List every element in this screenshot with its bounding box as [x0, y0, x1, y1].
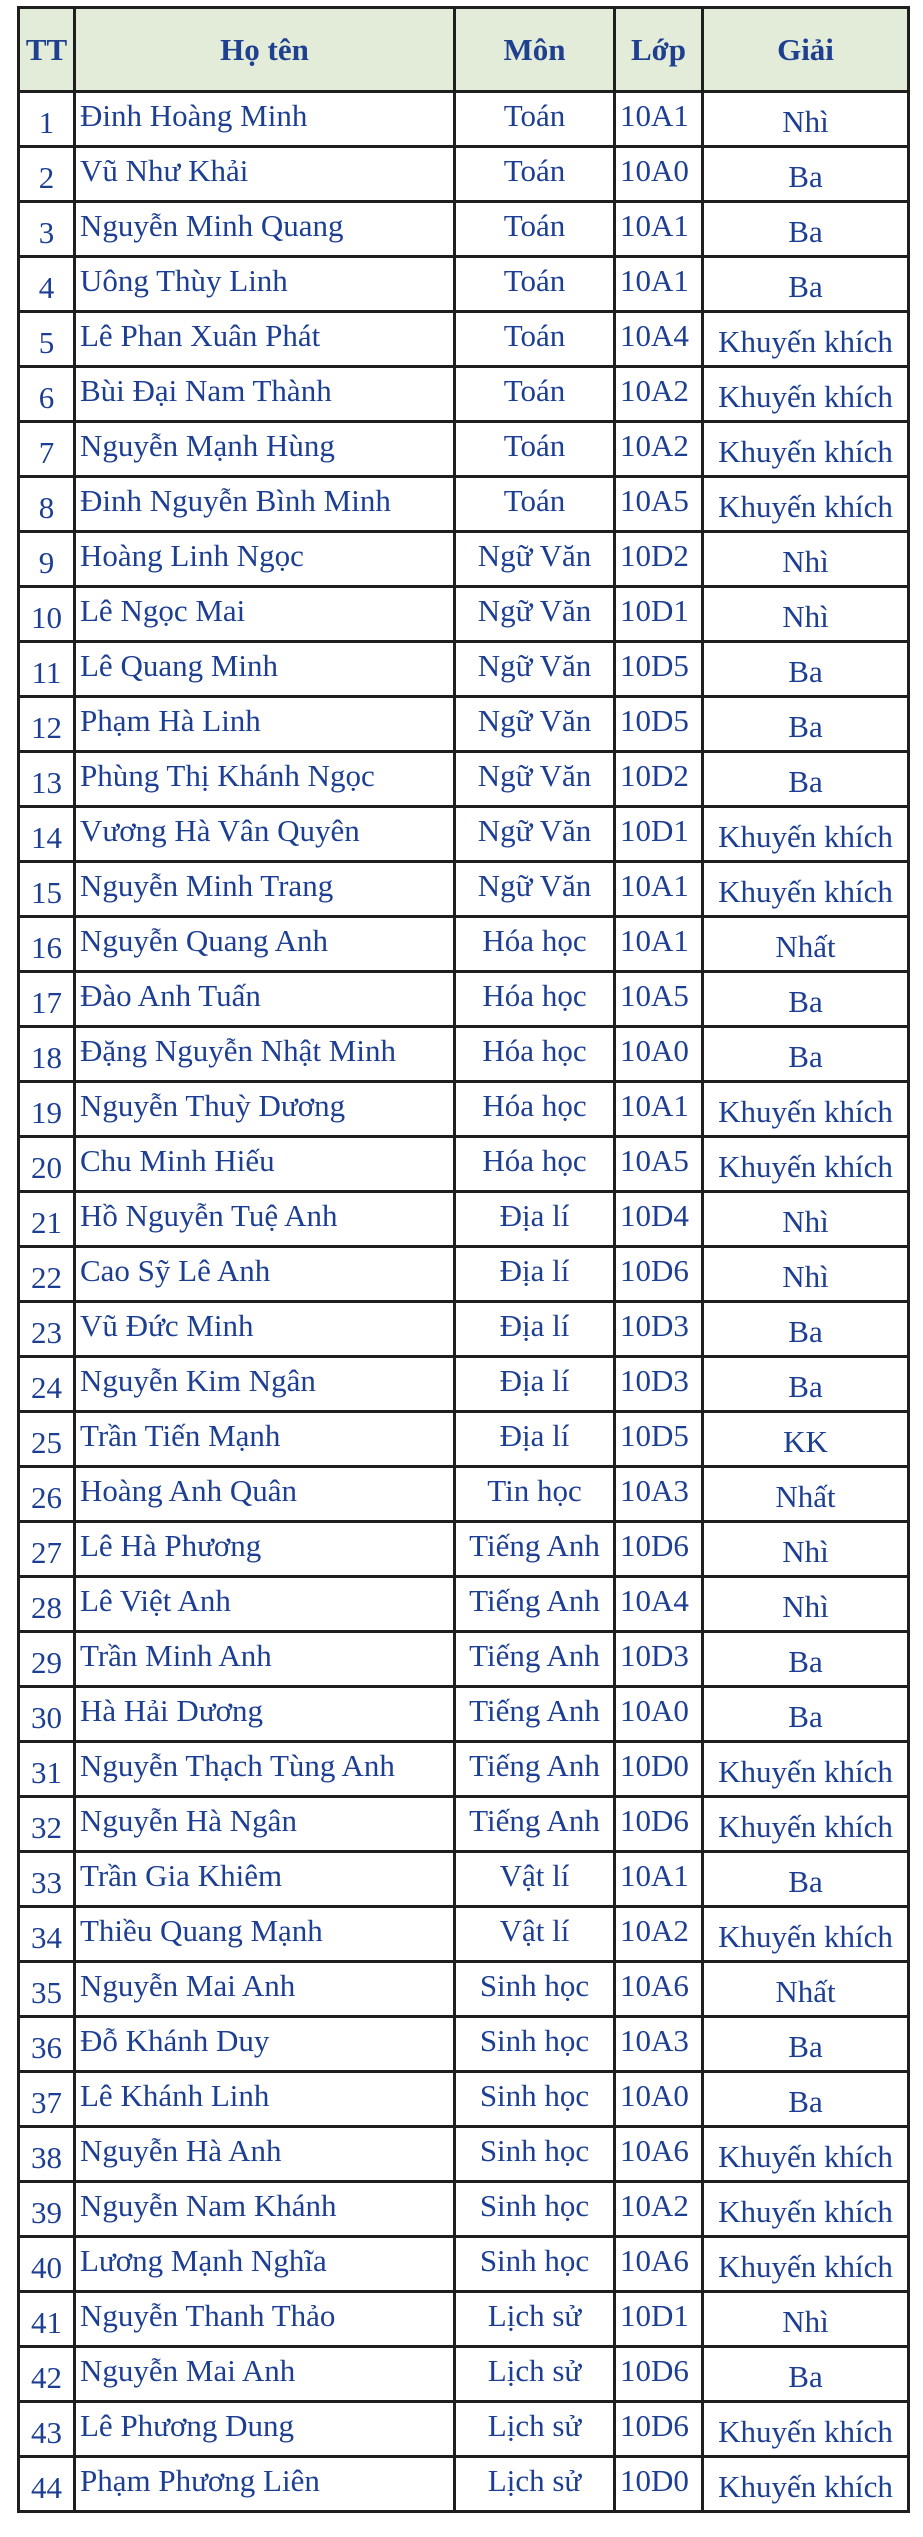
- subject-cell: Toán: [455, 257, 615, 312]
- prize-cell: Ba: [703, 752, 909, 807]
- class-cell: 10D4: [615, 1192, 703, 1247]
- student-name-cell: Nguyễn Thuỳ Dương: [75, 1082, 455, 1137]
- subject-cell: Địa lí: [455, 1412, 615, 1467]
- row-number-cell: 33: [19, 1852, 75, 1907]
- prize-cell: Ba: [703, 697, 909, 752]
- table-row: [19, 2347, 909, 2402]
- row-number-cell: 16: [19, 917, 75, 972]
- student-name-cell: Đinh Hoàng Minh: [75, 92, 455, 147]
- student-name-cell: Lê Phương Dung: [75, 2402, 455, 2457]
- prize-cell: Khuyến khích: [703, 2402, 909, 2457]
- prize-cell: Khuyến khích: [703, 2457, 909, 2512]
- table-row: [19, 697, 909, 752]
- row-number-cell: 43: [19, 2402, 75, 2457]
- table-row: [19, 2017, 909, 2072]
- student-name-cell: Nguyễn Minh Trang: [75, 862, 455, 917]
- table-row: [19, 312, 909, 367]
- table-row: [19, 477, 909, 532]
- prize-cell: Ba: [703, 147, 909, 202]
- class-cell: 10D3: [615, 1302, 703, 1357]
- prize-cell: Ba: [703, 1302, 909, 1357]
- subject-cell: Toán: [455, 312, 615, 367]
- class-cell: 10A5: [615, 972, 703, 1027]
- row-number-cell: 20: [19, 1137, 75, 1192]
- table-row: [19, 2457, 909, 2512]
- class-cell: 10A5: [615, 477, 703, 532]
- row-number-cell: 25: [19, 1412, 75, 1467]
- student-name-cell: Hà Hải Dương: [75, 1687, 455, 1742]
- table-row: [19, 1577, 909, 1632]
- prize-cell: Khuyến khích: [703, 2182, 909, 2237]
- table-row: [19, 1797, 909, 1852]
- class-cell: 10A0: [615, 1687, 703, 1742]
- row-number-cell: 27: [19, 1522, 75, 1577]
- table-row: [19, 1137, 909, 1192]
- student-name-cell: Nguyễn Mạnh Hùng: [75, 422, 455, 477]
- row-number-cell: 44: [19, 2457, 75, 2512]
- table-row: [19, 147, 909, 202]
- row-number-cell: 21: [19, 1192, 75, 1247]
- prize-cell: Nhì: [703, 92, 909, 147]
- row-number-cell: 13: [19, 752, 75, 807]
- student-name-cell: Nguyễn Mai Anh: [75, 1962, 455, 2017]
- header-prize: Giải: [703, 8, 909, 92]
- subject-cell: Tin học: [455, 1467, 615, 1522]
- student-name-cell: Uông Thùy Linh: [75, 257, 455, 312]
- prize-cell: Nhì: [703, 1577, 909, 1632]
- subject-cell: Hóa học: [455, 917, 615, 972]
- table-row: [19, 422, 909, 477]
- subject-cell: Địa lí: [455, 1302, 615, 1357]
- row-number-cell: 36: [19, 2017, 75, 2072]
- student-name-cell: Trần Tiến Mạnh: [75, 1412, 455, 1467]
- student-name-cell: Thiều Quang Mạnh: [75, 1907, 455, 1962]
- subject-cell: Toán: [455, 422, 615, 477]
- subject-cell: Toán: [455, 202, 615, 257]
- class-cell: 10A1: [615, 257, 703, 312]
- student-name-cell: Phạm Phương Liên: [75, 2457, 455, 2512]
- row-number-cell: 18: [19, 1027, 75, 1082]
- table-row: [19, 1742, 909, 1797]
- row-number-cell: 12: [19, 697, 75, 752]
- subject-cell: Ngữ Văn: [455, 807, 615, 862]
- row-number-cell: 38: [19, 2127, 75, 2182]
- row-number-cell: 1: [19, 92, 75, 147]
- row-number-cell: 26: [19, 1467, 75, 1522]
- subject-cell: Sinh học: [455, 2182, 615, 2237]
- table-row: [19, 532, 909, 587]
- prize-cell: Nhì: [703, 1247, 909, 1302]
- prize-cell: Ba: [703, 257, 909, 312]
- prize-cell: Khuyến khích: [703, 1907, 909, 1962]
- table-row: [19, 2127, 909, 2182]
- prize-cell: Ba: [703, 2072, 909, 2127]
- row-number-cell: 31: [19, 1742, 75, 1797]
- table-row: [19, 587, 909, 642]
- prize-cell: Nhì: [703, 532, 909, 587]
- row-number-cell: 8: [19, 477, 75, 532]
- student-name-cell: Lê Phan Xuân Phát: [75, 312, 455, 367]
- subject-cell: Ngữ Văn: [455, 587, 615, 642]
- student-name-cell: Đinh Nguyễn Bình Minh: [75, 477, 455, 532]
- student-name-cell: Nguyễn Mai Anh: [75, 2347, 455, 2402]
- table-row: [19, 1412, 909, 1467]
- class-cell: 10D6: [615, 2402, 703, 2457]
- class-cell: 10D3: [615, 1357, 703, 1412]
- row-number-cell: 9: [19, 532, 75, 587]
- subject-cell: Tiếng Anh: [455, 1687, 615, 1742]
- table-row: [19, 1522, 909, 1577]
- class-cell: 10A5: [615, 1137, 703, 1192]
- subject-cell: Ngữ Văn: [455, 862, 615, 917]
- subject-cell: Địa lí: [455, 1357, 615, 1412]
- student-name-cell: Nguyễn Minh Quang: [75, 202, 455, 257]
- prize-cell: Nhất: [703, 1962, 909, 2017]
- table-row: [19, 2237, 909, 2292]
- class-cell: 10A1: [615, 92, 703, 147]
- student-name-cell: Đào Anh Tuấn: [75, 972, 455, 1027]
- class-cell: 10D6: [615, 1522, 703, 1577]
- row-number-cell: 2: [19, 147, 75, 202]
- student-name-cell: Hoàng Linh Ngọc: [75, 532, 455, 587]
- header-name: Họ tên: [75, 8, 455, 92]
- student-name-cell: Nguyễn Nam Khánh: [75, 2182, 455, 2237]
- table-row: [19, 2402, 909, 2457]
- class-cell: 10D5: [615, 697, 703, 752]
- subject-cell: Tiếng Anh: [455, 1797, 615, 1852]
- row-number-cell: 42: [19, 2347, 75, 2402]
- class-cell: 10A6: [615, 1962, 703, 2017]
- student-name-cell: Vũ Như Khải: [75, 147, 455, 202]
- subject-cell: Lịch sử: [455, 2457, 615, 2512]
- row-number-cell: 34: [19, 1907, 75, 1962]
- student-name-cell: Phạm Hà Linh: [75, 697, 455, 752]
- subject-cell: Hóa học: [455, 1137, 615, 1192]
- subject-cell: Tiếng Anh: [455, 1742, 615, 1797]
- table-row: [19, 2292, 909, 2347]
- class-cell: 10A3: [615, 2017, 703, 2072]
- class-cell: 10D5: [615, 1412, 703, 1467]
- class-cell: 10A4: [615, 1577, 703, 1632]
- subject-cell: Toán: [455, 477, 615, 532]
- table-row: [19, 1852, 909, 1907]
- class-cell: 10A2: [615, 422, 703, 477]
- student-name-cell: Trần Gia Khiêm: [75, 1852, 455, 1907]
- subject-cell: Ngữ Văn: [455, 752, 615, 807]
- student-name-cell: Lê Ngọc Mai: [75, 587, 455, 642]
- student-name-cell: Hồ Nguyễn Tuệ Anh: [75, 1192, 455, 1247]
- row-number-cell: 37: [19, 2072, 75, 2127]
- header-row: [19, 8, 909, 92]
- table-row: [19, 972, 909, 1027]
- subject-cell: Toán: [455, 92, 615, 147]
- row-number-cell: 3: [19, 202, 75, 257]
- class-cell: 10D1: [615, 807, 703, 862]
- class-cell: 10D3: [615, 1632, 703, 1687]
- prize-cell: Ba: [703, 2347, 909, 2402]
- class-cell: 10D0: [615, 2457, 703, 2512]
- row-number-cell: 28: [19, 1577, 75, 1632]
- table-row: [19, 1192, 909, 1247]
- row-number-cell: 22: [19, 1247, 75, 1302]
- subject-cell: Hóa học: [455, 972, 615, 1027]
- student-name-cell: Nguyễn Thạch Tùng Anh: [75, 1742, 455, 1797]
- table-row: [19, 1082, 909, 1137]
- subject-cell: Tiếng Anh: [455, 1577, 615, 1632]
- student-name-cell: Lê Khánh Linh: [75, 2072, 455, 2127]
- row-number-cell: 15: [19, 862, 75, 917]
- table-row: [19, 752, 909, 807]
- subject-cell: Sinh học: [455, 1962, 615, 2017]
- prize-cell: Ba: [703, 1027, 909, 1082]
- table-row: [19, 92, 909, 147]
- table-row: [19, 2072, 909, 2127]
- class-cell: 10A1: [615, 1082, 703, 1137]
- table-row: [19, 1357, 909, 1412]
- prize-cell: Khuyến khích: [703, 807, 909, 862]
- table-row: [19, 1302, 909, 1357]
- class-cell: 10A1: [615, 917, 703, 972]
- prize-cell: Nhất: [703, 917, 909, 972]
- subject-cell: Vật lí: [455, 1852, 615, 1907]
- row-number-cell: 35: [19, 1962, 75, 2017]
- student-name-cell: Lê Việt Anh: [75, 1577, 455, 1632]
- prize-cell: Khuyến khích: [703, 1797, 909, 1852]
- student-name-cell: Bùi Đại Nam Thành: [75, 367, 455, 422]
- row-number-cell: 11: [19, 642, 75, 697]
- student-name-cell: Nguyễn Thanh Thảo: [75, 2292, 455, 2347]
- subject-cell: Hóa học: [455, 1027, 615, 1082]
- table-row: [19, 2182, 909, 2237]
- class-cell: 10A0: [615, 2072, 703, 2127]
- prize-cell: Nhì: [703, 587, 909, 642]
- table-row: [19, 807, 909, 862]
- row-number-cell: 41: [19, 2292, 75, 2347]
- class-cell: 10A0: [615, 1027, 703, 1082]
- prize-cell: Khuyến khích: [703, 367, 909, 422]
- student-name-cell: Đỗ Khánh Duy: [75, 2017, 455, 2072]
- table-row: [19, 1247, 909, 1302]
- student-name-cell: Chu Minh Hiếu: [75, 1137, 455, 1192]
- prize-cell: Khuyến khích: [703, 312, 909, 367]
- subject-cell: Toán: [455, 367, 615, 422]
- prize-cell: Khuyến khích: [703, 1742, 909, 1797]
- row-number-cell: 40: [19, 2237, 75, 2292]
- row-number-cell: 6: [19, 367, 75, 422]
- subject-cell: Tiếng Anh: [455, 1522, 615, 1577]
- prize-cell: Nhì: [703, 2292, 909, 2347]
- class-cell: 10D6: [615, 2347, 703, 2402]
- prize-cell: Ba: [703, 1687, 909, 1742]
- subject-cell: Sinh học: [455, 2072, 615, 2127]
- row-number-cell: 4: [19, 257, 75, 312]
- prize-cell: Ba: [703, 642, 909, 697]
- prize-cell: Khuyến khích: [703, 862, 909, 917]
- row-number-cell: 19: [19, 1082, 75, 1137]
- subject-cell: Lịch sử: [455, 2402, 615, 2457]
- student-name-cell: Trần Minh Anh: [75, 1632, 455, 1687]
- student-name-cell: Nguyễn Quang Anh: [75, 917, 455, 972]
- prize-cell: Ba: [703, 1357, 909, 1412]
- class-cell: 10D2: [615, 532, 703, 587]
- row-number-cell: 10: [19, 587, 75, 642]
- prize-cell: Nhì: [703, 1192, 909, 1247]
- class-cell: 10A2: [615, 1907, 703, 1962]
- table-row: [19, 1687, 909, 1742]
- class-cell: 10A4: [615, 312, 703, 367]
- subject-cell: Sinh học: [455, 2127, 615, 2182]
- class-cell: 10A3: [615, 1467, 703, 1522]
- prize-cell: Khuyến khích: [703, 2237, 909, 2292]
- row-number-cell: 7: [19, 422, 75, 477]
- class-cell: 10D5: [615, 642, 703, 697]
- class-cell: 10D6: [615, 1797, 703, 1852]
- subject-cell: Hóa học: [455, 1082, 615, 1137]
- subject-cell: Địa lí: [455, 1247, 615, 1302]
- class-cell: 10D0: [615, 1742, 703, 1797]
- class-cell: 10A6: [615, 2127, 703, 2182]
- table-row: [19, 202, 909, 257]
- prize-cell: Nhất: [703, 1467, 909, 1522]
- class-cell: 10D2: [615, 752, 703, 807]
- row-number-cell: 32: [19, 1797, 75, 1852]
- table-row: [19, 1467, 909, 1522]
- class-cell: 10D1: [615, 587, 703, 642]
- class-cell: 10D1: [615, 2292, 703, 2347]
- subject-cell: Tiếng Anh: [455, 1632, 615, 1687]
- subject-cell: Địa lí: [455, 1192, 615, 1247]
- prize-cell: Ba: [703, 1632, 909, 1687]
- prize-cell: Khuyến khích: [703, 2127, 909, 2182]
- row-number-cell: 5: [19, 312, 75, 367]
- prize-cell: Khuyến khích: [703, 1082, 909, 1137]
- class-cell: 10A0: [615, 147, 703, 202]
- table-body: [19, 92, 909, 2512]
- class-cell: 10A1: [615, 862, 703, 917]
- subject-cell: Sinh học: [455, 2237, 615, 2292]
- student-name-cell: Lương Mạnh Nghĩa: [75, 2237, 455, 2292]
- prize-cell: Khuyến khích: [703, 422, 909, 477]
- prize-cell: Ba: [703, 1852, 909, 1907]
- subject-cell: Lịch sử: [455, 2347, 615, 2402]
- row-number-cell: 29: [19, 1632, 75, 1687]
- student-name-cell: Đặng Nguyễn Nhật Minh: [75, 1027, 455, 1082]
- row-number-cell: 39: [19, 2182, 75, 2237]
- class-cell: 10A2: [615, 367, 703, 422]
- subject-cell: Lịch sử: [455, 2292, 615, 2347]
- row-number-cell: 23: [19, 1302, 75, 1357]
- prize-cell: Khuyến khích: [703, 477, 909, 532]
- subject-cell: Ngữ Văn: [455, 532, 615, 587]
- table-row: [19, 1962, 909, 2017]
- subject-cell: Sinh học: [455, 2017, 615, 2072]
- student-name-cell: Nguyễn Hà Ngân: [75, 1797, 455, 1852]
- table-row: [19, 1632, 909, 1687]
- award-table: [17, 6, 910, 2513]
- row-number-cell: 17: [19, 972, 75, 1027]
- student-name-cell: Lê Quang Minh: [75, 642, 455, 697]
- subject-cell: Vật lí: [455, 1907, 615, 1962]
- table-row: [19, 862, 909, 917]
- header-tt: TT: [19, 8, 75, 92]
- class-cell: 10D6: [615, 1247, 703, 1302]
- subject-cell: Ngữ Văn: [455, 642, 615, 697]
- table-row: [19, 642, 909, 697]
- class-cell: 10A1: [615, 202, 703, 257]
- row-number-cell: 30: [19, 1687, 75, 1742]
- table-row: [19, 917, 909, 972]
- class-cell: 10A2: [615, 2182, 703, 2237]
- subject-cell: Toán: [455, 147, 615, 202]
- student-name-cell: Phùng Thị Khánh Ngọc: [75, 752, 455, 807]
- header-class: Lớp: [615, 8, 703, 92]
- student-name-cell: Nguyễn Kim Ngân: [75, 1357, 455, 1412]
- class-cell: 10A1: [615, 1852, 703, 1907]
- class-cell: 10A6: [615, 2237, 703, 2292]
- table-row: [19, 367, 909, 422]
- prize-cell: Ba: [703, 2017, 909, 2072]
- header-subject: Môn: [455, 8, 615, 92]
- table-row: [19, 257, 909, 312]
- student-name-cell: Cao Sỹ Lê Anh: [75, 1247, 455, 1302]
- prize-cell: Nhì: [703, 1522, 909, 1577]
- row-number-cell: 14: [19, 807, 75, 862]
- prize-cell: Ba: [703, 972, 909, 1027]
- subject-cell: Ngữ Văn: [455, 697, 615, 752]
- student-name-cell: Nguyễn Hà Anh: [75, 2127, 455, 2182]
- prize-cell: Khuyến khích: [703, 1137, 909, 1192]
- table-header: [19, 8, 909, 92]
- table-row: [19, 1907, 909, 1962]
- student-name-cell: Hoàng Anh Quân: [75, 1467, 455, 1522]
- prize-cell: KK: [703, 1412, 909, 1467]
- student-name-cell: Vũ Đức Minh: [75, 1302, 455, 1357]
- prize-cell: Ba: [703, 202, 909, 257]
- table-row: [19, 1027, 909, 1082]
- row-number-cell: 24: [19, 1357, 75, 1412]
- student-name-cell: Lê Hà Phương: [75, 1522, 455, 1577]
- student-name-cell: Vương Hà Vân Quyên: [75, 807, 455, 862]
